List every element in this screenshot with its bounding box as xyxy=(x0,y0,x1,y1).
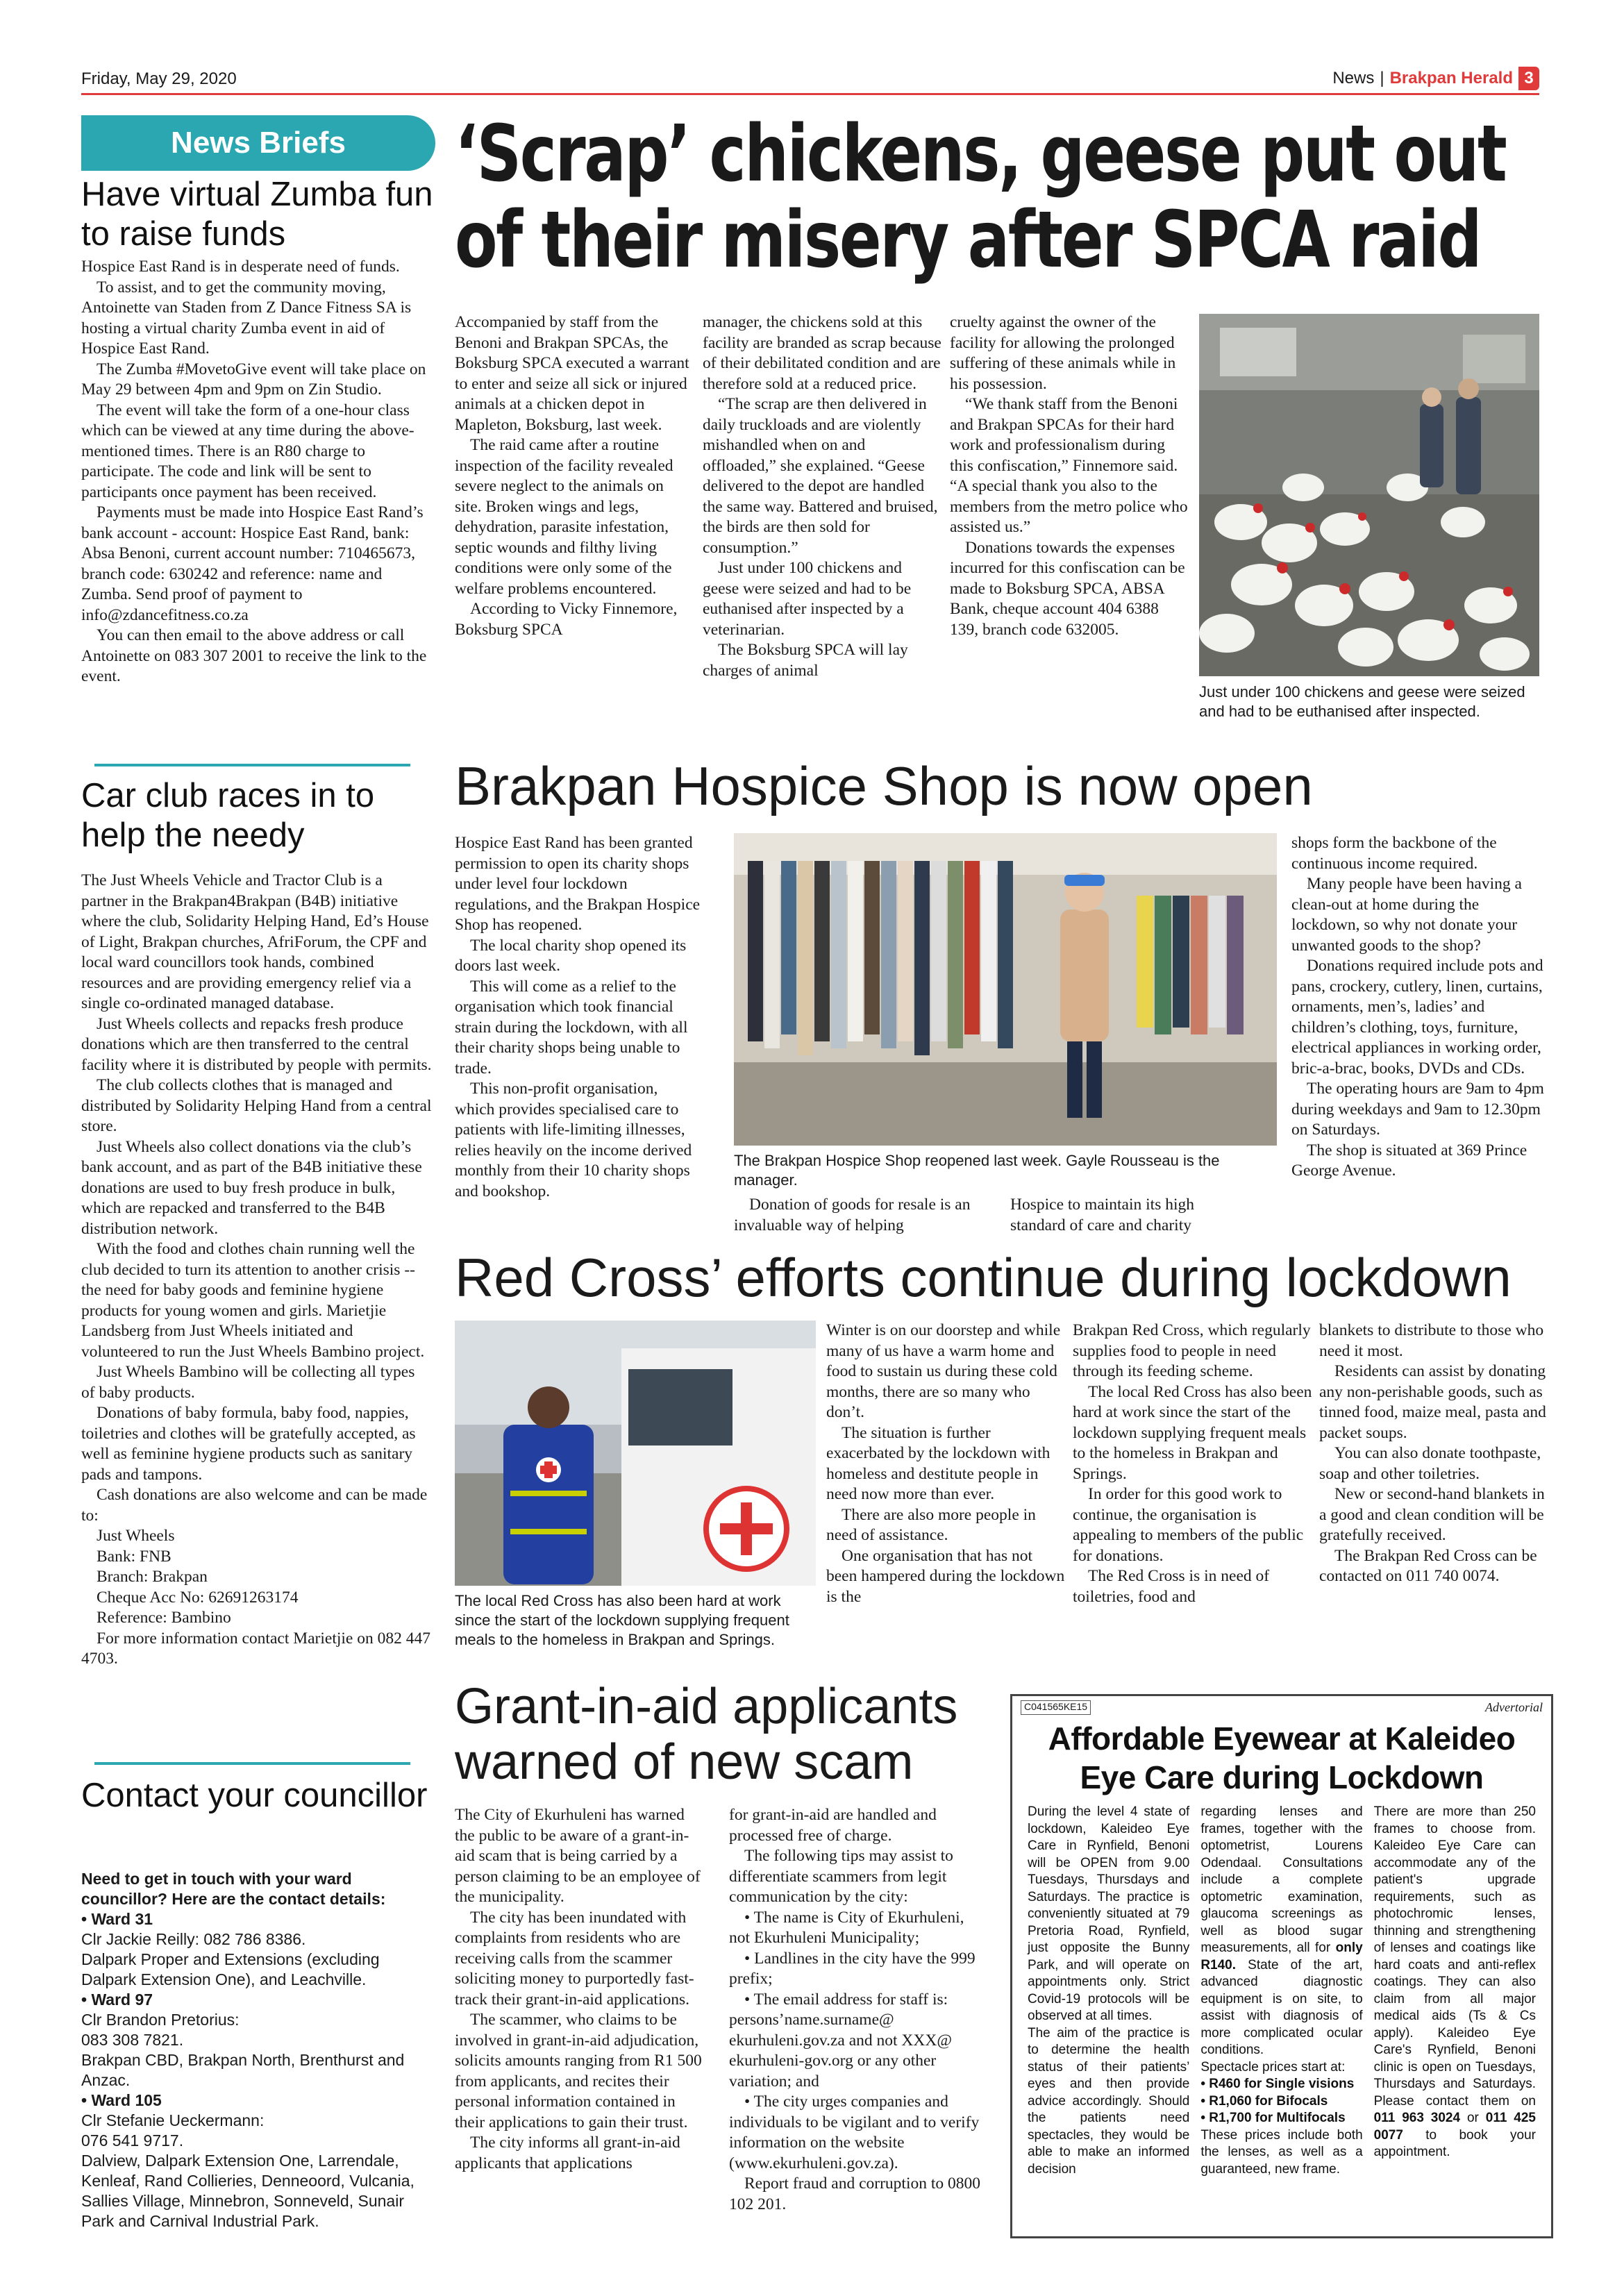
ad-title-line2: Eye Care during Lockdown xyxy=(1080,1759,1484,1795)
ad-price-list xyxy=(1200,2076,1362,2127)
councillor-intro: Need to get in touch with your ward councillor? Here are the contact details: xyxy=(81,1870,386,1908)
hospice-shop-photo-art xyxy=(734,833,1277,1146)
ad-col2-rest: State of the art, advanced diagnostic equipment is on site, to assist with diagnosis of more complicated ocular conditions. xyxy=(1200,1957,1363,2057)
spca-paragraph: According to Vicky Finnemore, Boksburg SPCA xyxy=(455,600,678,639)
news-briefs-label: News Briefs xyxy=(81,115,435,171)
redcross-paragraph: In order for this good work to continue, the organisation is appealing to members of the public for donations. xyxy=(1073,1485,1304,1565)
zumba-paragraph: The Zumba #MovetoGive event will take place on May 29 between 4pm and 9pm on Zin Studio. xyxy=(81,360,426,399)
issue-date: Friday, May 29, 2020 xyxy=(81,69,237,88)
hospice-under-photo-col1 xyxy=(734,1195,984,1241)
grant-paragraph: • The name is City of Ekurhuleni, not Ekurhuleni Municipality; xyxy=(729,1908,964,1947)
redcross-paragraph: You can also donate toothpaste, soap and other toiletries. xyxy=(1319,1444,1541,1483)
chickens-photo-art xyxy=(1199,314,1539,676)
ad-col1-paragraph: During the level 4 state of lockdown, Kaleideo Eye Care in Rynfield, Benoni will be OPEN from 9.00 Tuesdays, Thursdays and Saturdays. The practice is conveniently situated at 79 Pretoria Road, Rynfield, just opposite the Bunny Park, and will operate on appointments only. Strict Covid-19 protocols will be observed at all times. xyxy=(1028,1804,1190,2023)
ward-detail: Brakpan CBD, Brakpan North, Brenthurst and Anzac. xyxy=(81,2051,405,2089)
redcross-paragraph: Brakpan Red Cross, which regularly supplies food to people in need through its feeding scheme. xyxy=(1073,1321,1311,1380)
section-label: News xyxy=(1332,69,1375,87)
ward-label: • Ward 31 xyxy=(81,1910,153,1928)
grant-paragraph: • Landlines in the city have the 999 prefix; xyxy=(729,1949,976,1988)
ad-col1 xyxy=(1028,1804,1189,2178)
grant-paragraph: for grant-in-aid are handled and processed free of charge. xyxy=(729,1806,937,1845)
page-header-right xyxy=(1332,67,1539,90)
redcross-col2 xyxy=(1073,1321,1312,1661)
brand-name: Brakpan Herald xyxy=(1389,69,1513,87)
carclub-paragraph: Just Wheels Bambino will be collecting all types of baby products. xyxy=(81,1363,415,1402)
header-separator: | xyxy=(1380,69,1384,87)
ward-detail: Clr Jackie Reilly: 082 786 8386. xyxy=(81,1930,306,1948)
zumba-paragraph: You can then email to the above address or call Antoinette on 083 307 2001 to receive the link to the event. xyxy=(81,626,427,685)
header-rule xyxy=(81,93,1539,95)
hospice-shop-photo xyxy=(734,833,1277,1146)
hospice-paragraph: shops form the backbone of the continuous income required. xyxy=(1291,834,1497,873)
grant-paragraph: The following tips may assist to differentiate scammers from legit communication by the city: xyxy=(729,1847,953,1906)
page-number: 3 xyxy=(1518,67,1539,90)
bank-detail-line: Reference: Bambino xyxy=(97,1609,231,1627)
carclub-paragraph: Donations of baby formula, baby food, nappies, toiletries and clothes will be gratefully accepted, as well as feminine hygiene products such as sanitary pads and tampons. xyxy=(81,1404,416,1484)
ad-code: C041565KE15 xyxy=(1021,1700,1091,1715)
hospice-paragraph: Many people have been having a clean-out at home during the lockdown, so why not donate your unwanted goods to the shop? xyxy=(1291,875,1522,955)
hospice-under-photo-col2 xyxy=(1010,1195,1250,1241)
divider xyxy=(94,764,410,766)
ad-col3-text: There are more than 250 frames to choose from. Kaleideo Eye Care can accommodate any of the patient's upgrade requirements, such as photochromic lenses, thinning and strengthening of lenses and coatings like hard coats and anti-reflex coatings. They can also claim from all major medical aids (Ts & Cs apply). Kaleideo Eye Care's Rynfield, Benoni clinic is open on Tuesdays, Thursdays and Saturdays. Please contact them on xyxy=(1373,1804,1536,2109)
carclub-paragraph: The club collects clothes that is managed and distributed by Solidarity Helping Hand from a central store. xyxy=(81,1076,432,1135)
ad-col1-paragraph: The aim of the practice is to determine the health status of their patients’ eyes and then provide advice accordingly. Should the patients need spectacles, they would be able to make an informed decision xyxy=(1028,2025,1190,2177)
ad-columns xyxy=(1012,1797,1551,2178)
ad-phone2: 011 425 0077 xyxy=(1373,2111,1536,2143)
hospice-col3 xyxy=(1291,833,1548,1239)
ward-detail: Dalview, Dalpark Extension One, Larrendale, Kenleaf, Rand Collieries, Denneoord, Vulcania, Sallies Village, Minnebron, Sonneveld, Sunair Park and Carnival Industrial Park. xyxy=(81,2152,415,2230)
ad-col2-intro: regarding lenses and frames, together with the optometrist, Lourens Odendaal. Consultations include a complete optometric examination, glaucoma screenings as well as blood sugar measurements, all for xyxy=(1200,1804,1363,1955)
bank-detail-line: Branch: Brakpan xyxy=(97,1568,208,1586)
bank-detail-line: Cheque Acc No: 62691263174 xyxy=(97,1588,299,1607)
spca-paragraph: manager, the chickens sold at this facility are branded as scrap because of their debilitated condition and are therefore sold at a reduced price. xyxy=(703,313,941,393)
ad-tag: Advertorial xyxy=(1485,1700,1543,1714)
grant-headline xyxy=(455,1679,957,1790)
hospice-paragraph: The shop is situated at 369 Prince George Avenue. xyxy=(1291,1141,1527,1180)
hospice-caption: The Brakpan Hospice Shop reopened last week. Gayle Rousseau is the manager. xyxy=(734,1152,1220,1189)
ad-col3-or: or xyxy=(1466,2111,1479,2125)
hospice-under-photo-text2: Hospice to maintain its high standard of care and charity xyxy=(1010,1196,1194,1234)
zumba-article xyxy=(81,257,432,750)
grant-col2 xyxy=(729,1805,986,2249)
red-cross-photo-art xyxy=(455,1321,816,1586)
hospice-col1 xyxy=(455,833,701,1236)
grant-headline-line1: Grant-in-aid applicants xyxy=(455,1679,958,1734)
grant-col1 xyxy=(455,1805,705,2249)
red-cross-photo xyxy=(455,1321,816,1586)
grant-paragraph: Report fraud and corruption to 0800 102 201. xyxy=(729,2175,981,2213)
ward-detail: Dalpark Proper and Extensions (excluding Dalpark Extension One), and Leachville. xyxy=(81,1950,380,1988)
councillor-contacts xyxy=(81,1869,435,2258)
spca-paragraph: Donations towards the expenses incurred for this confiscation can be made to Boksburg SPCA, ABSA Bank, cheque account 404 6388 139, branch code 632005. xyxy=(950,538,1185,639)
ad-title xyxy=(1012,1719,1551,1797)
zumba-paragraph: Hospice East Rand is in desperate need of funds. xyxy=(81,258,400,276)
spca-paragraph: “The scrap are then delivered in daily truckloads and are violently mishandled when on and offloaded,” she explained. “Geese delivered to the depot are handled the same way. Battered and bruised, the birds are then sold for consumption.” xyxy=(703,395,938,557)
grant-paragraph: The city has been inundated with complaints from residents who are receiving calls from the scammer soliciting money to purportedly fast-track their grant-in-aid applications. xyxy=(455,1908,694,2009)
grant-paragraph: The scammer, who claims to be involved in grant-in-aid adjudication, solicits amounts ranging from R1 500 from applicants, and recites their personal information contained in their applications to gain their trust. xyxy=(455,2011,702,2131)
redcross-paragraph: The situation is further exacerbated by the lockdown with homeless and destitute people in need now more than ever. xyxy=(826,1423,1050,1503)
ward-detail: 083 308 7821. xyxy=(81,2031,184,2049)
grant-paragraph: The City of Ekurhuleni has warned the public to be aware of a grant-in-aid scam that is being carried by a person claiming to be an employee of the municipality. xyxy=(455,1806,701,1906)
redcross-caption: The local Red Cross has also been hard at work since the start of the lockdown supplying frequent meals to the homeless in Brakpan and Springs. xyxy=(455,1592,789,1648)
carclub-paragraph: The Just Wheels Vehicle and Tractor Club is a partner in the Brakpan4Brakpan (B4B) initiative where the club, Solidarity Helping Hand, Ed’s House of Light, Brakpan churches, AfriForum, the CPF and local ward councillors took hands, combined resources and are providing emergency relief via a single co-ordinated managed database. xyxy=(81,871,429,1012)
ad-price-item: • R1,060 for Bifocals xyxy=(1200,2093,1328,2109)
spca-paragraph: The raid came after a routine inspection of the facility revealed severe neglect to the animals on site. Broken wings and legs, dehydration, parasite infestation, septic wounds and filthy living conditions were only some of the welfare problems encountered. xyxy=(455,436,673,598)
spca-paragraph: “We thank staff from the Benoni and Brakpan SPCAs for their hard work and professionalism during this confiscation,” Finnemore said. “A special thank you also to the members from the metro police who assisted us.” xyxy=(950,395,1188,536)
ad-header xyxy=(1012,1696,1551,1719)
ad-title-line1: Affordable Eyewear at Kaleideo xyxy=(1048,1720,1516,1757)
carclub-article xyxy=(81,871,432,1759)
redcross-paragraph: One organisation that has not been hampered during the lockdown is the xyxy=(826,1546,1065,1606)
redcross-col1 xyxy=(826,1321,1066,1661)
ad-col3-end: to book your appointment. xyxy=(1373,2127,1536,2159)
ward-detail: Clr Brandon Pretorius: xyxy=(81,2011,240,2029)
spca-col3 xyxy=(950,312,1189,743)
grant-paragraph: • The city urges companies and individuals to be vigilant and to verify information on the website (www.ekurhuleni.gov.za). xyxy=(729,2093,980,2172)
spca-col2 xyxy=(703,312,942,743)
redcross-paragraph: The Brakpan Red Cross can be contacted on 011 740 0074. xyxy=(1319,1546,1537,1585)
redcross-paragraph: Winter is on our doorstep and while many of us have a warm home and food to sustain us during these cold months, there are so many who don’t. xyxy=(826,1321,1061,1421)
councillor-headline: Contact your councillor xyxy=(81,1777,428,1814)
ad-price-item: • R460 for Single visions xyxy=(1200,2077,1355,2091)
grant-headline-line2: warned of new scam xyxy=(455,1734,914,1790)
redcross-paragraph: There are also more people in need of assistance. xyxy=(826,1505,1036,1544)
spca-paragraph: The Boksburg SPCA will lay charges of animal xyxy=(703,641,908,680)
carclub-paragraph: Just Wheels also collect donations via the club’s bank account, and as part of the B4B initiative these donations are used to buy fresh produce in bulk, which are repacked and transferred to the B4B distribution network. xyxy=(81,1137,422,1238)
hospice-paragraph: Hospice East Rand has been granted permission to open its charity shops under level four lockdown regulations, and the Brakpan Hospice Shop has reopened. xyxy=(455,834,701,934)
spca-headline-line1: ‘Scrap’ chickens, geese put out xyxy=(455,109,1506,199)
spca-paragraph: cruelty against the owner of the facility for allowing the prolonged suffering of these animals while in his possession. xyxy=(950,313,1176,393)
spca-headline xyxy=(455,111,1505,283)
ward-label: • Ward 105 xyxy=(81,2091,162,2109)
redcross-col3 xyxy=(1319,1321,1552,1661)
redcross-paragraph: The Red Cross is in need of toiletries, food and xyxy=(1073,1567,1270,1606)
carclub-headline: Car club races in to help the needy xyxy=(81,777,375,854)
spca-headline-line2: of their misery after SPCA raid xyxy=(455,195,1481,285)
hospice-paragraph: The local charity shop opened its doors last week. xyxy=(455,936,687,975)
carclub-paragraph: Just Wheels collects and repacks fresh produce donations which are then transferred to the central facility where it is distributed by people with permits. xyxy=(81,1014,432,1074)
chickens-photo xyxy=(1199,314,1539,676)
ad-prices-intro: Spectacle prices start at: xyxy=(1200,2059,1346,2075)
ward-detail: Clr Stefanie Ueckermann: xyxy=(81,2111,265,2129)
hospice-paragraph: The operating hours are 9am to 4pm during weekdays and 9am to 12.30pm on Saturdays. xyxy=(1291,1080,1544,1139)
ad-price-item: • R1,700 for Multifocals xyxy=(1200,2111,1346,2125)
ad-col2-end: These prices include both the lenses, as well as a guaranteed, new frame. xyxy=(1200,2127,1363,2177)
ad-price: only R140. xyxy=(1200,1941,1363,1972)
hospice-paragraph: This will come as a relief to the organisation which took financial strain during the lockdown, with all their charity shops being unable to trade. xyxy=(455,977,688,1078)
carclub-paragraph: Cash donations are also welcome and can be made to: xyxy=(81,1486,428,1525)
carclub-closing: For more information contact Marietjie on 082 447 4703. xyxy=(81,1629,430,1668)
bank-detail-line: Bank: FNB xyxy=(97,1547,171,1566)
redcross-paragraph: blankets to distribute to those who need it most. xyxy=(1319,1321,1544,1360)
zumba-paragraph: Payments must be made into Hospice East Rand’s bank account - account: Hospice East Rand, bank: Absa Benoni, current account number: 710465673, branch code: 630242 and reference: name and Zumba. Send proof of payment to info@zdancefitness.co.za xyxy=(81,503,424,624)
ad-col3 xyxy=(1374,1804,1536,2178)
redcross-headline: Red Cross’ efforts continue during lockdown xyxy=(455,1247,1512,1308)
redcross-paragraph: New or second-hand blankets in a good and clean condition will be gratefully received. xyxy=(1319,1485,1545,1544)
advertorial-box xyxy=(1010,1694,1553,2238)
chickens-caption: Just under 100 chickens and geese were seized and had to be euthanised after inspected. xyxy=(1199,683,1525,720)
ward-detail: 076 541 9717. xyxy=(81,2131,184,2150)
carclub-paragraph: With the food and clothes chain running well the club decided to turn its attention to another crisis -- the need for baby goods and feminine hygiene products for young women and girls. Marietjie Landsberg from Just Wheels initiated and volunteered to run the Just Wheels Bambino project. xyxy=(81,1240,425,1361)
redcross-paragraph: Residents can assist by donating any non-perishable goods, such as tinned food, maize meal, pasta and packet soups. xyxy=(1319,1362,1546,1442)
hospice-headline: Brakpan Hospice Shop is now open xyxy=(455,755,1313,816)
spca-col1 xyxy=(455,312,694,743)
zumba-paragraph: To assist, and to get the community moving, Antoinette van Staden from Z Dance Fitness SA is hosting a virtual charity Zumba event in aid of Hospice East Rand. xyxy=(81,278,412,358)
grant-paragraph: • The email address for staff is: persons’name.surname@ ekurhuleni.gov.za and not XXX@ ekurhuleni-gov.org or any other variation; and xyxy=(729,1990,952,2090)
grant-paragraph: The city informs all grant-in-aid applicants that applications xyxy=(455,2134,680,2172)
zumba-headline: Have virtual Zumba fun to raise funds xyxy=(81,176,433,253)
zumba-paragraph: The event will take the form of a one-hour class which can be viewed at any time during the above-mentioned times. There is an R80 charge to participate. The code and link will be sent to participants once payment has been received. xyxy=(81,401,415,501)
hospice-paragraph: Donations required include pots and pans, crockery, cutlery, linen, curtains, ornaments, men’s, ladies’ and children’s clothing, toys, furniture, electrical appliances in working order, bric-a-brac, books, DVDs and CDs. xyxy=(1291,957,1543,1078)
hospice-paragraph: This non-profit organisation, which provides specialised care to patients with life-limiting illnesses, relies heavily on the income derived monthly from their 10 charity shops and bookshop. xyxy=(455,1080,692,1200)
ad-col2 xyxy=(1200,1804,1362,2178)
spca-paragraph: Just under 100 chickens and geese were seized and had to be euthanised after inspected by a veterinarian. xyxy=(703,559,912,639)
redcross-paragraph: The local Red Cross has also been hard at work since the start of the lockdown supplying frequent meals to the homeless in Brakpan and Springs. xyxy=(1073,1382,1312,1483)
spca-paragraph: Accompanied by staff from the Benoni and Brakpan SPCAs, the Boksburg SPCA executed a warrant to enter and seize all sick or injured animals at a chicken depot in Mapleton, Boksburg, last week. xyxy=(455,313,689,434)
ad-phone1: 011 963 3024 xyxy=(1373,2111,1461,2125)
divider xyxy=(94,1762,410,1765)
bank-detail-line: Just Wheels xyxy=(97,1527,175,1545)
hospice-under-photo-text1: Donation of goods for resale is an invaluable way of helping xyxy=(734,1196,971,1234)
ward-label: • Ward 97 xyxy=(81,1991,153,2009)
